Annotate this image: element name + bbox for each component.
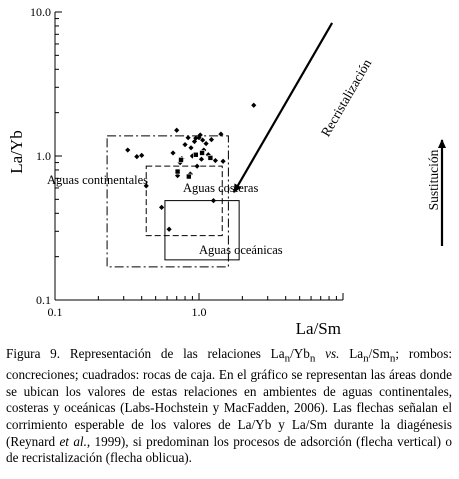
region-label-2: Aguas costeras	[183, 181, 259, 195]
diamond-point	[167, 227, 172, 232]
diamond-point	[251, 103, 256, 108]
x-tick-label: 0.1	[47, 305, 63, 319]
caption-vs: vs.	[325, 346, 340, 361]
diamond-point	[134, 154, 139, 159]
diamond-point	[185, 135, 190, 140]
square-point	[175, 169, 180, 174]
diamond-point	[159, 205, 164, 210]
square-point	[193, 152, 198, 157]
substitution-label: Sustitución	[426, 149, 441, 211]
diamond-point	[139, 153, 144, 158]
square-point	[200, 150, 205, 155]
diamond-point	[199, 157, 204, 162]
square-point	[179, 157, 184, 162]
diamond-point	[188, 145, 193, 150]
caption-line1-c: La	[349, 346, 364, 361]
figure-label: Figura 9.	[6, 346, 61, 361]
diamond-point	[220, 159, 225, 164]
recrystallization-label: Recristalización	[317, 56, 375, 140]
caption-et-al: et al.	[59, 433, 87, 449]
y-tick-label: 10.0	[30, 5, 51, 19]
figure-caption	[6, 346, 452, 467]
diamond-point	[203, 141, 208, 146]
diamond-point	[211, 198, 216, 203]
square-point	[186, 174, 191, 179]
data-points	[125, 103, 259, 232]
y-tick-label: 1.0	[36, 149, 51, 163]
diamond-point	[194, 164, 199, 169]
y-axis-label: La/Yb	[7, 130, 26, 174]
x-axis-label: La/Sm	[295, 319, 341, 338]
diamond-point	[182, 142, 187, 147]
square-point	[208, 155, 213, 160]
diamond-point	[125, 147, 130, 152]
y-tick-label: 0.1	[36, 293, 51, 307]
subscript-n-1: n	[284, 352, 291, 365]
caption-line1-d: /Sm	[368, 346, 390, 361]
recrystallization-arrow	[234, 23, 332, 192]
caption-body-1: concreciones; cuadrados: rocas de caja. En el gráfico se representan las áreas donde se ubican los valores de estas relaciones en ambientes de aguas continentales, costeras y oceánicas (Labs-Hochstein y MacFadden, 2006). Las flechas señalan el corrimiento esperable de los valores de La/Yb y La/Sm durante la diagénesis (Reynard	[6, 367, 452, 449]
region-label-1: Aguas continentales	[47, 173, 149, 187]
diamond-point	[213, 158, 218, 163]
caption-body-2: , 1999), si predominan los procesos de adsorción (flecha vertical) o de recristalización (flecha oblicua).	[6, 433, 452, 466]
chart-labels	[47, 23, 442, 257]
caption-line1-e: ; rombos:	[395, 346, 453, 361]
subscript-n-2: n	[309, 352, 316, 365]
diamond-point	[209, 137, 214, 142]
diamond-point	[170, 150, 175, 155]
caption-line1-b: /Yb	[290, 346, 310, 361]
caption-line1-a: Representación de las relaciones La	[69, 346, 285, 361]
diamond-point	[174, 128, 179, 133]
x-tick-label: 1.0	[191, 305, 207, 319]
subscript-n-4: n	[389, 352, 396, 365]
region-label-3: Aguas oceánicas	[199, 243, 283, 257]
subscript-n-3: n	[363, 352, 369, 365]
